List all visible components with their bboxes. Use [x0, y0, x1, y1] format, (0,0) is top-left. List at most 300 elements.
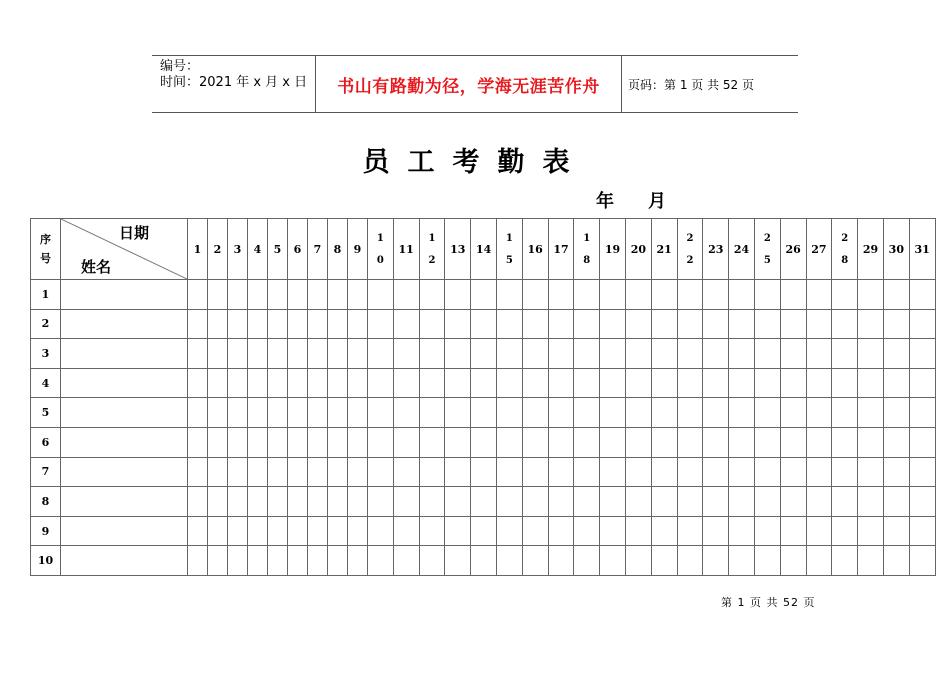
attendance-cell[interactable] — [328, 487, 348, 517]
attendance-cell[interactable] — [471, 516, 497, 546]
attendance-cell[interactable] — [368, 339, 394, 369]
attendance-cell[interactable] — [393, 309, 419, 339]
attendance-cell[interactable] — [228, 339, 248, 369]
attendance-cell[interactable] — [419, 516, 445, 546]
attendance-cell[interactable] — [832, 280, 858, 310]
attendance-cell[interactable] — [574, 546, 600, 576]
attendance-cell[interactable] — [471, 368, 497, 398]
attendance-cell[interactable] — [268, 457, 288, 487]
attendance-cell[interactable] — [806, 309, 832, 339]
attendance-cell[interactable] — [188, 427, 208, 457]
attendance-cell[interactable] — [368, 398, 394, 428]
attendance-cell[interactable] — [308, 368, 328, 398]
attendance-cell[interactable] — [780, 398, 806, 428]
attendance-cell[interactable] — [677, 457, 703, 487]
attendance-cell[interactable] — [625, 339, 651, 369]
name-cell[interactable] — [61, 546, 188, 576]
attendance-cell[interactable] — [288, 368, 308, 398]
attendance-cell[interactable] — [471, 309, 497, 339]
attendance-cell[interactable] — [188, 280, 208, 310]
attendance-cell[interactable] — [780, 457, 806, 487]
attendance-cell[interactable] — [496, 339, 522, 369]
attendance-cell[interactable] — [348, 516, 368, 546]
attendance-cell[interactable] — [368, 457, 394, 487]
attendance-cell[interactable] — [703, 339, 729, 369]
attendance-cell[interactable] — [268, 427, 288, 457]
attendance-cell[interactable] — [445, 398, 471, 428]
attendance-cell[interactable] — [419, 487, 445, 517]
attendance-cell[interactable] — [780, 546, 806, 576]
attendance-cell[interactable] — [832, 516, 858, 546]
attendance-cell[interactable] — [328, 368, 348, 398]
attendance-cell[interactable] — [754, 487, 780, 517]
attendance-cell[interactable] — [268, 368, 288, 398]
attendance-cell[interactable] — [729, 457, 755, 487]
attendance-cell[interactable] — [288, 398, 308, 428]
attendance-cell[interactable] — [496, 427, 522, 457]
attendance-cell[interactable] — [522, 309, 548, 339]
attendance-cell[interactable] — [393, 339, 419, 369]
attendance-cell[interactable] — [496, 398, 522, 428]
attendance-cell[interactable] — [328, 546, 348, 576]
attendance-cell[interactable] — [574, 427, 600, 457]
attendance-cell[interactable] — [522, 368, 548, 398]
attendance-cell[interactable] — [909, 516, 935, 546]
attendance-cell[interactable] — [832, 427, 858, 457]
attendance-cell[interactable] — [268, 339, 288, 369]
attendance-cell[interactable] — [471, 457, 497, 487]
attendance-cell[interactable] — [445, 427, 471, 457]
attendance-cell[interactable] — [600, 457, 626, 487]
attendance-cell[interactable] — [754, 457, 780, 487]
attendance-cell[interactable] — [600, 368, 626, 398]
attendance-cell[interactable] — [228, 546, 248, 576]
attendance-cell[interactable] — [806, 487, 832, 517]
name-cell[interactable] — [61, 457, 188, 487]
attendance-cell[interactable] — [883, 280, 909, 310]
attendance-cell[interactable] — [832, 309, 858, 339]
attendance-cell[interactable] — [600, 280, 626, 310]
attendance-cell[interactable] — [368, 546, 394, 576]
name-cell[interactable] — [61, 339, 188, 369]
attendance-cell[interactable] — [625, 516, 651, 546]
attendance-cell[interactable] — [522, 398, 548, 428]
attendance-cell[interactable] — [677, 309, 703, 339]
attendance-cell[interactable] — [909, 368, 935, 398]
attendance-cell[interactable] — [393, 457, 419, 487]
attendance-cell[interactable] — [909, 427, 935, 457]
attendance-cell[interactable] — [522, 546, 548, 576]
name-cell[interactable] — [61, 427, 188, 457]
attendance-cell[interactable] — [729, 280, 755, 310]
attendance-cell[interactable] — [208, 280, 228, 310]
attendance-cell[interactable] — [288, 339, 308, 369]
attendance-cell[interactable] — [651, 280, 677, 310]
attendance-cell[interactable] — [703, 487, 729, 517]
attendance-cell[interactable] — [188, 309, 208, 339]
attendance-cell[interactable] — [574, 457, 600, 487]
attendance-cell[interactable] — [651, 339, 677, 369]
attendance-cell[interactable] — [729, 427, 755, 457]
attendance-cell[interactable] — [780, 427, 806, 457]
attendance-cell[interactable] — [328, 339, 348, 369]
attendance-cell[interactable] — [419, 398, 445, 428]
attendance-cell[interactable] — [496, 487, 522, 517]
attendance-cell[interactable] — [858, 309, 884, 339]
attendance-cell[interactable] — [754, 368, 780, 398]
attendance-cell[interactable] — [393, 546, 419, 576]
attendance-cell[interactable] — [268, 487, 288, 517]
attendance-cell[interactable] — [248, 309, 268, 339]
attendance-cell[interactable] — [445, 516, 471, 546]
attendance-cell[interactable] — [308, 487, 328, 517]
attendance-cell[interactable] — [393, 427, 419, 457]
attendance-cell[interactable] — [522, 339, 548, 369]
attendance-cell[interactable] — [780, 280, 806, 310]
attendance-cell[interactable] — [348, 309, 368, 339]
attendance-cell[interactable] — [625, 280, 651, 310]
attendance-cell[interactable] — [188, 487, 208, 517]
attendance-cell[interactable] — [625, 487, 651, 517]
attendance-cell[interactable] — [228, 427, 248, 457]
attendance-cell[interactable] — [419, 368, 445, 398]
attendance-cell[interactable] — [883, 457, 909, 487]
name-cell[interactable] — [61, 309, 188, 339]
attendance-cell[interactable] — [858, 368, 884, 398]
attendance-cell[interactable] — [858, 339, 884, 369]
attendance-cell[interactable] — [522, 427, 548, 457]
attendance-cell[interactable] — [625, 427, 651, 457]
attendance-cell[interactable] — [858, 546, 884, 576]
attendance-cell[interactable] — [419, 280, 445, 310]
attendance-cell[interactable] — [625, 309, 651, 339]
attendance-cell[interactable] — [677, 546, 703, 576]
attendance-cell[interactable] — [248, 398, 268, 428]
attendance-cell[interactable] — [522, 457, 548, 487]
attendance-cell[interactable] — [651, 516, 677, 546]
attendance-cell[interactable] — [548, 516, 574, 546]
attendance-cell[interactable] — [188, 457, 208, 487]
attendance-cell[interactable] — [548, 487, 574, 517]
attendance-cell[interactable] — [368, 368, 394, 398]
attendance-cell[interactable] — [288, 280, 308, 310]
attendance-cell[interactable] — [522, 487, 548, 517]
attendance-cell[interactable] — [754, 546, 780, 576]
attendance-cell[interactable] — [651, 546, 677, 576]
attendance-cell[interactable] — [677, 339, 703, 369]
attendance-cell[interactable] — [288, 516, 308, 546]
attendance-cell[interactable] — [288, 487, 308, 517]
name-cell[interactable] — [61, 398, 188, 428]
attendance-cell[interactable] — [574, 309, 600, 339]
attendance-cell[interactable] — [248, 487, 268, 517]
attendance-cell[interactable] — [348, 427, 368, 457]
attendance-cell[interactable] — [328, 516, 348, 546]
attendance-cell[interactable] — [677, 280, 703, 310]
attendance-cell[interactable] — [496, 368, 522, 398]
attendance-cell[interactable] — [677, 368, 703, 398]
attendance-cell[interactable] — [574, 339, 600, 369]
name-cell[interactable] — [61, 280, 188, 310]
attendance-cell[interactable] — [208, 309, 228, 339]
attendance-cell[interactable] — [328, 398, 348, 428]
attendance-cell[interactable] — [348, 487, 368, 517]
attendance-cell[interactable] — [308, 427, 328, 457]
attendance-cell[interactable] — [248, 457, 268, 487]
attendance-cell[interactable] — [548, 339, 574, 369]
attendance-cell[interactable] — [471, 280, 497, 310]
attendance-cell[interactable] — [909, 487, 935, 517]
attendance-cell[interactable] — [780, 487, 806, 517]
attendance-cell[interactable] — [729, 546, 755, 576]
attendance-cell[interactable] — [883, 339, 909, 369]
attendance-cell[interactable] — [445, 368, 471, 398]
attendance-cell[interactable] — [909, 398, 935, 428]
attendance-cell[interactable] — [625, 457, 651, 487]
attendance-cell[interactable] — [832, 546, 858, 576]
attendance-cell[interactable] — [445, 339, 471, 369]
attendance-cell[interactable] — [208, 457, 228, 487]
attendance-cell[interactable] — [754, 516, 780, 546]
attendance-cell[interactable] — [288, 427, 308, 457]
attendance-cell[interactable] — [625, 546, 651, 576]
attendance-cell[interactable] — [445, 280, 471, 310]
attendance-cell[interactable] — [419, 427, 445, 457]
attendance-cell[interactable] — [703, 457, 729, 487]
attendance-cell[interactable] — [754, 339, 780, 369]
attendance-cell[interactable] — [188, 368, 208, 398]
attendance-cell[interactable] — [651, 487, 677, 517]
attendance-cell[interactable] — [806, 280, 832, 310]
attendance-cell[interactable] — [471, 546, 497, 576]
attendance-cell[interactable] — [883, 309, 909, 339]
attendance-cell[interactable] — [228, 516, 248, 546]
attendance-cell[interactable] — [780, 368, 806, 398]
attendance-cell[interactable] — [909, 546, 935, 576]
attendance-cell[interactable] — [522, 280, 548, 310]
attendance-cell[interactable] — [393, 398, 419, 428]
attendance-cell[interactable] — [806, 339, 832, 369]
attendance-cell[interactable] — [703, 546, 729, 576]
attendance-cell[interactable] — [651, 398, 677, 428]
attendance-cell[interactable] — [419, 546, 445, 576]
attendance-cell[interactable] — [832, 457, 858, 487]
attendance-cell[interactable] — [208, 339, 228, 369]
attendance-cell[interactable] — [368, 487, 394, 517]
attendance-cell[interactable] — [806, 516, 832, 546]
attendance-cell[interactable] — [780, 339, 806, 369]
attendance-cell[interactable] — [208, 398, 228, 428]
attendance-cell[interactable] — [625, 368, 651, 398]
attendance-cell[interactable] — [496, 546, 522, 576]
attendance-cell[interactable] — [574, 487, 600, 517]
attendance-cell[interactable] — [368, 309, 394, 339]
attendance-cell[interactable] — [909, 280, 935, 310]
attendance-cell[interactable] — [471, 339, 497, 369]
attendance-cell[interactable] — [348, 546, 368, 576]
attendance-cell[interactable] — [308, 280, 328, 310]
attendance-cell[interactable] — [548, 309, 574, 339]
attendance-cell[interactable] — [248, 339, 268, 369]
attendance-cell[interactable] — [754, 427, 780, 457]
attendance-cell[interactable] — [780, 516, 806, 546]
attendance-cell[interactable] — [729, 398, 755, 428]
attendance-cell[interactable] — [677, 398, 703, 428]
attendance-cell[interactable] — [328, 280, 348, 310]
attendance-cell[interactable] — [393, 368, 419, 398]
attendance-cell[interactable] — [806, 546, 832, 576]
attendance-cell[interactable] — [858, 427, 884, 457]
attendance-cell[interactable] — [909, 339, 935, 369]
attendance-cell[interactable] — [858, 516, 884, 546]
attendance-cell[interactable] — [754, 309, 780, 339]
attendance-cell[interactable] — [308, 457, 328, 487]
name-cell[interactable] — [61, 516, 188, 546]
attendance-cell[interactable] — [574, 516, 600, 546]
attendance-cell[interactable] — [308, 398, 328, 428]
attendance-cell[interactable] — [208, 516, 228, 546]
attendance-cell[interactable] — [445, 309, 471, 339]
attendance-cell[interactable] — [308, 339, 328, 369]
attendance-cell[interactable] — [248, 280, 268, 310]
attendance-cell[interactable] — [419, 339, 445, 369]
attendance-cell[interactable] — [858, 487, 884, 517]
attendance-cell[interactable] — [806, 457, 832, 487]
attendance-cell[interactable] — [348, 339, 368, 369]
attendance-cell[interactable] — [909, 457, 935, 487]
attendance-cell[interactable] — [445, 546, 471, 576]
attendance-cell[interactable] — [188, 398, 208, 428]
attendance-cell[interactable] — [288, 457, 308, 487]
attendance-cell[interactable] — [268, 546, 288, 576]
attendance-cell[interactable] — [858, 398, 884, 428]
attendance-cell[interactable] — [574, 280, 600, 310]
attendance-cell[interactable] — [248, 516, 268, 546]
attendance-cell[interactable] — [208, 427, 228, 457]
attendance-cell[interactable] — [445, 457, 471, 487]
name-cell[interactable] — [61, 487, 188, 517]
attendance-cell[interactable] — [228, 487, 248, 517]
attendance-cell[interactable] — [496, 457, 522, 487]
attendance-cell[interactable] — [248, 427, 268, 457]
attendance-cell[interactable] — [909, 309, 935, 339]
attendance-cell[interactable] — [228, 280, 248, 310]
attendance-cell[interactable] — [419, 309, 445, 339]
attendance-cell[interactable] — [600, 487, 626, 517]
attendance-cell[interactable] — [248, 546, 268, 576]
attendance-cell[interactable] — [348, 368, 368, 398]
attendance-cell[interactable] — [883, 546, 909, 576]
attendance-cell[interactable] — [832, 487, 858, 517]
attendance-cell[interactable] — [754, 398, 780, 428]
attendance-cell[interactable] — [600, 309, 626, 339]
attendance-cell[interactable] — [471, 427, 497, 457]
attendance-cell[interactable] — [288, 546, 308, 576]
attendance-cell[interactable] — [393, 516, 419, 546]
attendance-cell[interactable] — [703, 516, 729, 546]
attendance-cell[interactable] — [651, 457, 677, 487]
attendance-cell[interactable] — [806, 398, 832, 428]
attendance-cell[interactable] — [703, 309, 729, 339]
attendance-cell[interactable] — [393, 487, 419, 517]
attendance-cell[interactable] — [754, 280, 780, 310]
attendance-cell[interactable] — [806, 427, 832, 457]
attendance-cell[interactable] — [625, 398, 651, 428]
attendance-cell[interactable] — [600, 516, 626, 546]
attendance-cell[interactable] — [208, 487, 228, 517]
attendance-cell[interactable] — [574, 368, 600, 398]
attendance-cell[interactable] — [328, 309, 348, 339]
attendance-cell[interactable] — [729, 368, 755, 398]
attendance-cell[interactable] — [703, 280, 729, 310]
attendance-cell[interactable] — [228, 457, 248, 487]
attendance-cell[interactable] — [328, 427, 348, 457]
attendance-cell[interactable] — [368, 427, 394, 457]
attendance-cell[interactable] — [288, 309, 308, 339]
attendance-cell[interactable] — [328, 457, 348, 487]
attendance-cell[interactable] — [308, 516, 328, 546]
attendance-cell[interactable] — [268, 280, 288, 310]
attendance-cell[interactable] — [368, 516, 394, 546]
attendance-cell[interactable] — [780, 309, 806, 339]
attendance-cell[interactable] — [651, 427, 677, 457]
attendance-cell[interactable] — [268, 309, 288, 339]
attendance-cell[interactable] — [832, 368, 858, 398]
attendance-cell[interactable] — [268, 516, 288, 546]
attendance-cell[interactable] — [703, 398, 729, 428]
attendance-cell[interactable] — [393, 280, 419, 310]
attendance-cell[interactable] — [496, 309, 522, 339]
attendance-cell[interactable] — [677, 516, 703, 546]
attendance-cell[interactable] — [445, 487, 471, 517]
attendance-cell[interactable] — [548, 398, 574, 428]
attendance-cell[interactable] — [228, 368, 248, 398]
attendance-cell[interactable] — [883, 398, 909, 428]
attendance-cell[interactable] — [729, 309, 755, 339]
attendance-cell[interactable] — [832, 398, 858, 428]
attendance-cell[interactable] — [729, 487, 755, 517]
attendance-cell[interactable] — [348, 398, 368, 428]
attendance-cell[interactable] — [419, 457, 445, 487]
attendance-cell[interactable] — [228, 398, 248, 428]
attendance-cell[interactable] — [548, 546, 574, 576]
attendance-cell[interactable] — [883, 487, 909, 517]
name-cell[interactable] — [61, 368, 188, 398]
attendance-cell[interactable] — [348, 280, 368, 310]
attendance-cell[interactable] — [600, 546, 626, 576]
attendance-cell[interactable] — [883, 368, 909, 398]
attendance-cell[interactable] — [228, 309, 248, 339]
attendance-cell[interactable] — [651, 309, 677, 339]
attendance-cell[interactable] — [308, 546, 328, 576]
attendance-cell[interactable] — [883, 427, 909, 457]
attendance-cell[interactable] — [858, 457, 884, 487]
attendance-cell[interactable] — [574, 398, 600, 428]
attendance-cell[interactable] — [651, 368, 677, 398]
attendance-cell[interactable] — [548, 427, 574, 457]
attendance-cell[interactable] — [471, 398, 497, 428]
attendance-cell[interactable] — [806, 368, 832, 398]
attendance-cell[interactable] — [858, 280, 884, 310]
attendance-cell[interactable] — [548, 368, 574, 398]
attendance-cell[interactable] — [703, 427, 729, 457]
attendance-cell[interactable] — [188, 546, 208, 576]
attendance-cell[interactable] — [496, 516, 522, 546]
attendance-cell[interactable] — [496, 280, 522, 310]
attendance-cell[interactable] — [883, 516, 909, 546]
attendance-cell[interactable] — [208, 368, 228, 398]
attendance-cell[interactable] — [208, 546, 228, 576]
